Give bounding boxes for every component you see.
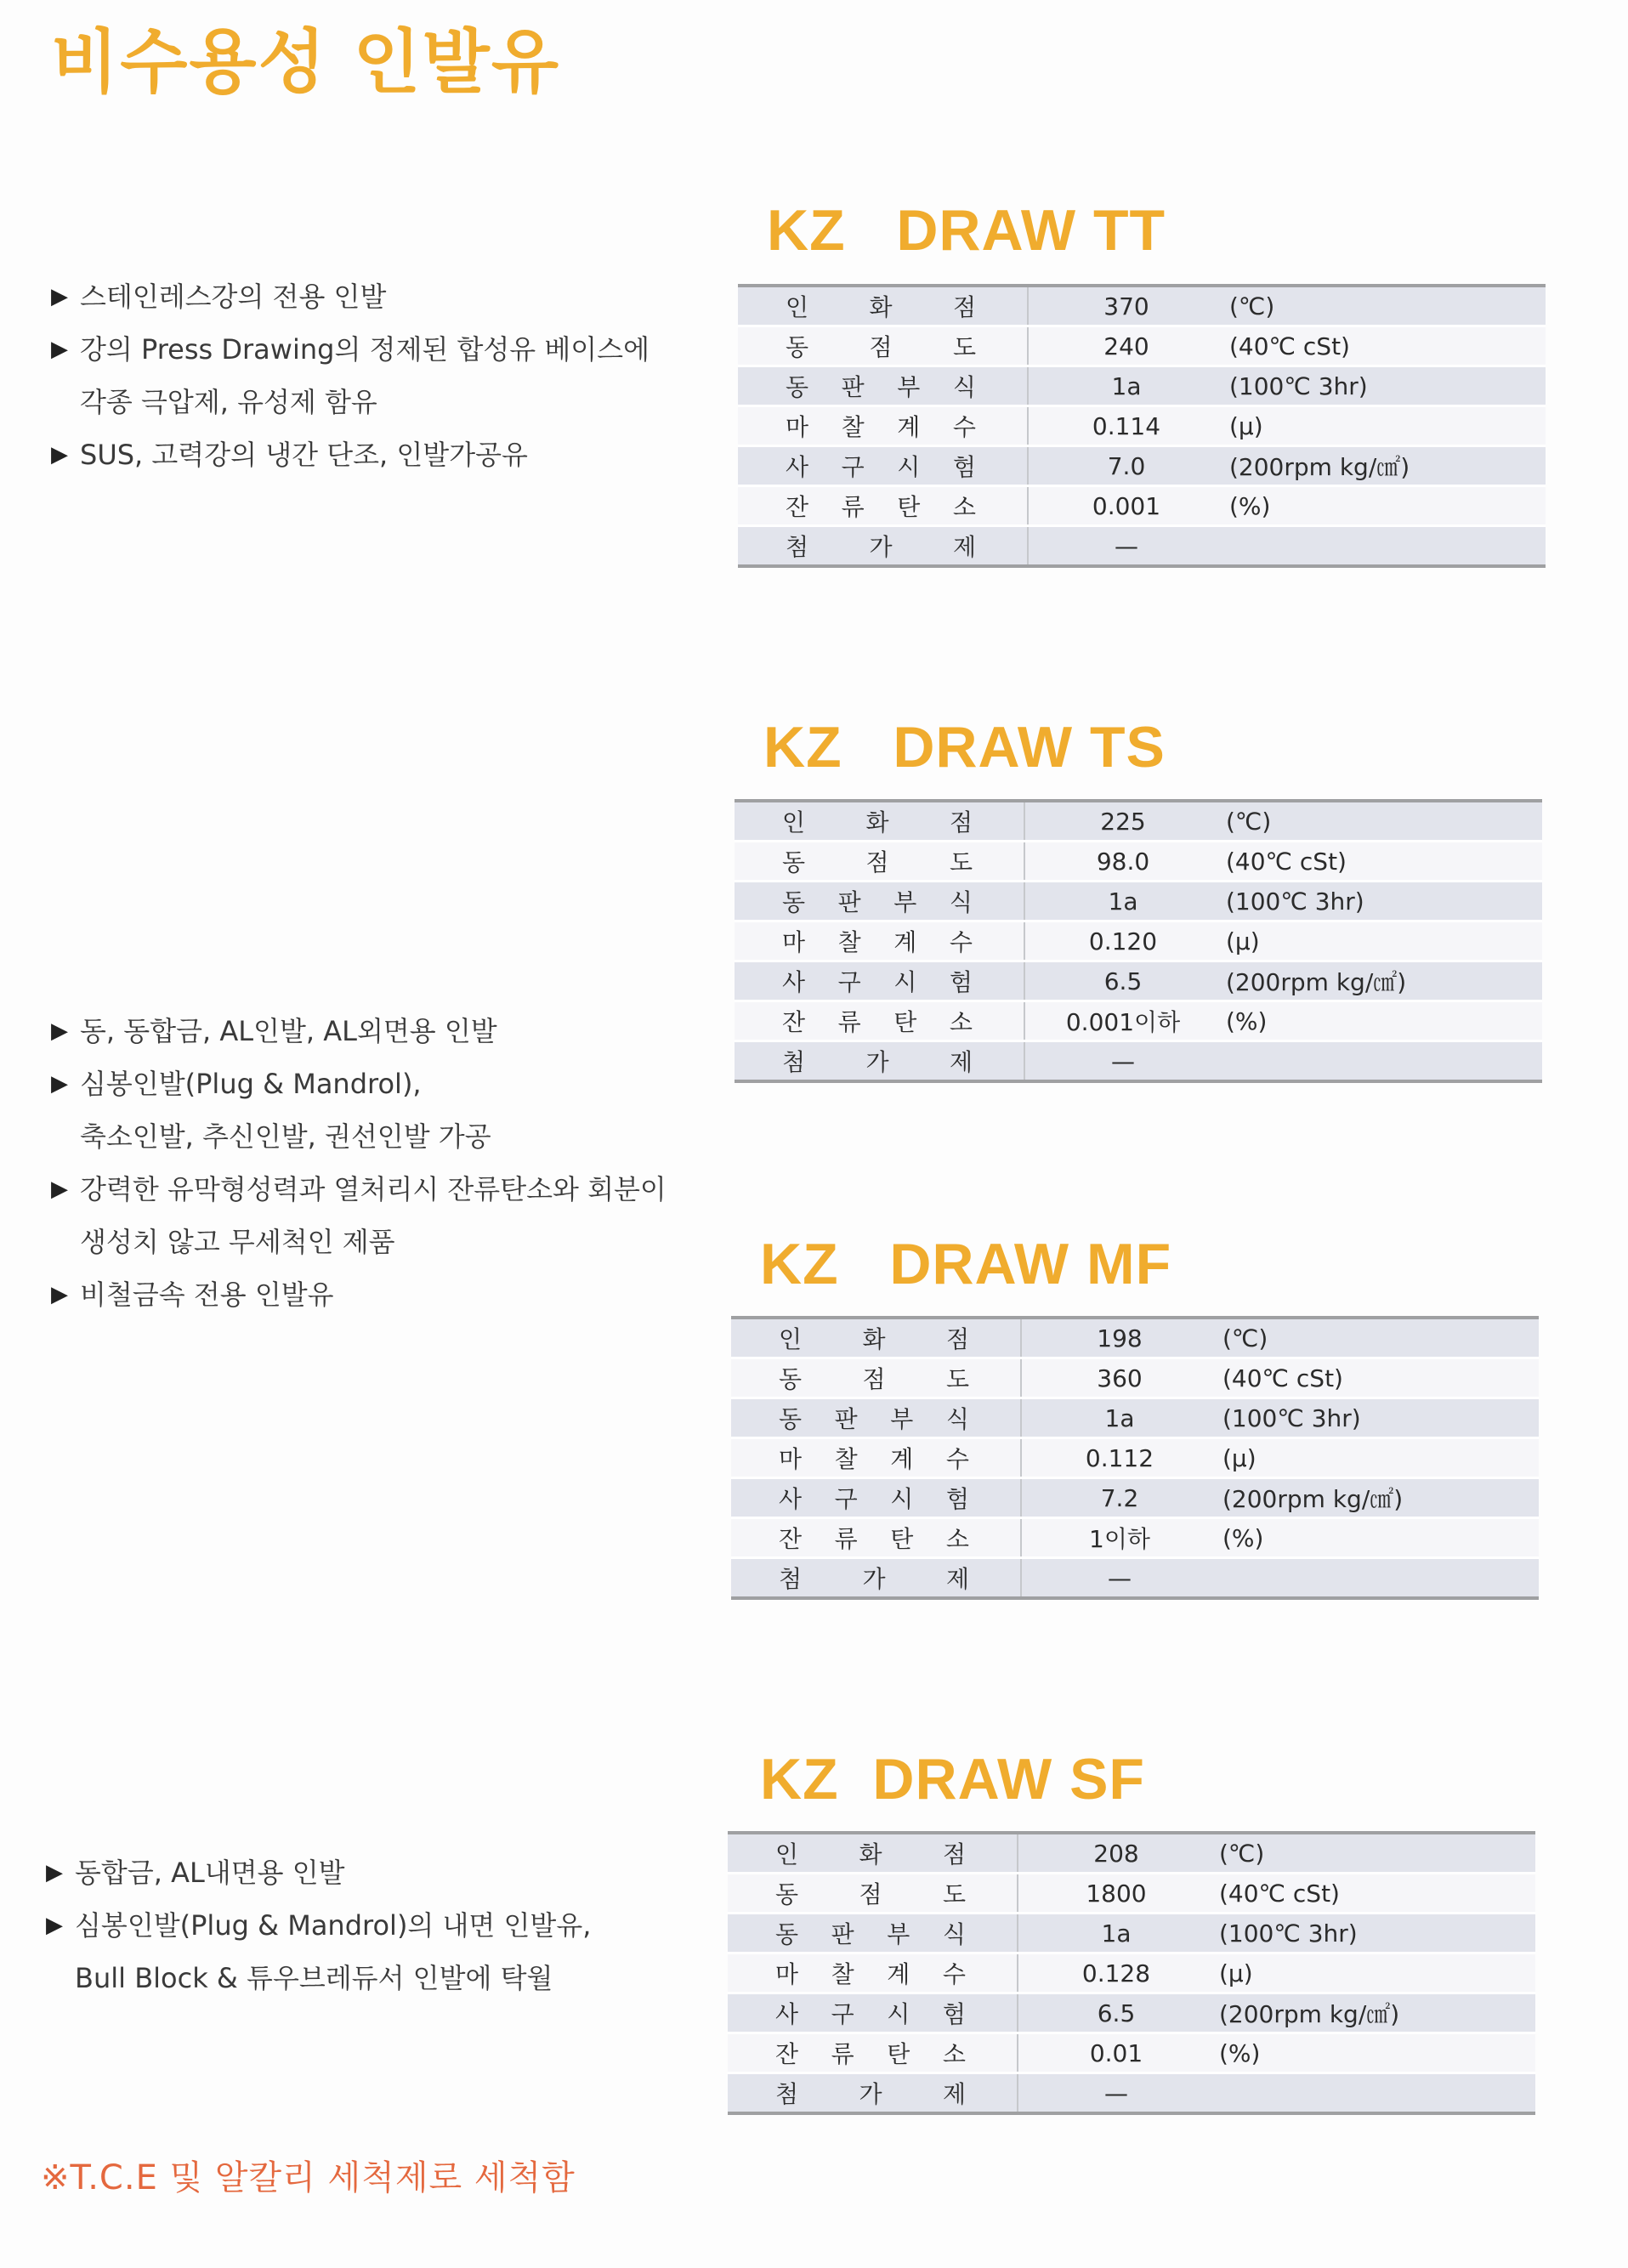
spec-label-char: 인	[786, 293, 809, 321]
spec-label-char: 시	[890, 1485, 914, 1513]
spec-table-draw-mf	[731, 1316, 1539, 1600]
spec-value: 1a	[1018, 1914, 1214, 1953]
page-title: 비수용성 인발유	[51, 22, 561, 103]
spec-label-char: 탄	[890, 1525, 914, 1553]
spec-label	[731, 1478, 1021, 1518]
spec-unit: (%)	[1221, 1001, 1542, 1041]
spec-unit: (100℃ 3hr)	[1224, 366, 1546, 406]
spec-value: 0.01	[1018, 2033, 1214, 2073]
spec-label-char: 험	[949, 968, 973, 996]
spec-label-char: 시	[887, 2000, 910, 2028]
product-title-draw-tt: KZ DRAW TT	[767, 198, 1166, 263]
bullet-item: 각종 극압제, 유성제 함유	[80, 386, 377, 418]
spec-label	[728, 2073, 1018, 2114]
spec-label-char: 마	[775, 1960, 799, 1988]
spec-label-char: 점	[942, 1840, 966, 1868]
spec-value: 208	[1018, 1833, 1214, 1874]
spec-label-char: 동	[779, 1365, 803, 1393]
spec-label	[731, 1358, 1021, 1398]
spec-row	[728, 1914, 1535, 1953]
spec-row	[731, 1358, 1539, 1398]
bullet-item: ▶ SUS, 고력강의 냉간 단조, 인발가공유	[51, 428, 649, 481]
spec-unit: (℃)	[1214, 1833, 1535, 1874]
spec-row	[728, 2073, 1535, 2114]
spec-label-char: 계	[890, 1445, 914, 1473]
spec-label-char: 부	[893, 888, 917, 916]
spec-label-char: 소	[949, 1008, 973, 1036]
spec-label-char: 첨	[786, 533, 809, 561]
spec-label-char: 탄	[887, 2040, 910, 2068]
spec-unit: (100℃ 3hr)	[1214, 1914, 1535, 1953]
spec-unit	[1214, 2073, 1535, 2114]
spec-value: 0.112	[1021, 1438, 1217, 1478]
spec-value: 6.5	[1024, 961, 1221, 1001]
spec-label-char: 사	[775, 2000, 799, 2028]
spec-label	[728, 1993, 1018, 2033]
spec-value: 240	[1028, 326, 1224, 366]
spec-label-char: 판	[837, 888, 861, 916]
spec-value: 98.0	[1024, 842, 1221, 882]
spec-label-char: 부	[897, 373, 921, 401]
spec-label-char: 찰	[837, 928, 861, 956]
spec-label-char: 구	[841, 453, 865, 481]
spec-label-char: 구	[831, 2000, 854, 2028]
spec-label-char: 시	[897, 453, 921, 481]
spec-label-char: 판	[831, 1920, 854, 1948]
spec-label	[735, 801, 1024, 842]
spec-label-char: 사	[782, 968, 806, 996]
spec-unit: (%)	[1224, 486, 1546, 526]
spec-label-char: 도	[952, 333, 976, 361]
spec-label-char: 소	[942, 2040, 966, 2068]
spec-label-char: 구	[834, 1485, 858, 1513]
spec-unit: (μ)	[1217, 1438, 1539, 1478]
spec-label-char: 화	[869, 293, 893, 321]
spec-row	[731, 1478, 1539, 1518]
spec-label-char: 점	[952, 293, 976, 321]
spec-row	[735, 882, 1542, 921]
spec-label-char: 식	[952, 373, 976, 401]
spec-label-char: 잔	[782, 1008, 806, 1036]
spec-label	[731, 1558, 1021, 1599]
spec-table-draw-tt	[738, 284, 1546, 568]
spec-label-char: 마	[779, 1445, 803, 1473]
spec-label-char: 사	[779, 1485, 803, 1513]
spec-label-char: 동	[775, 1920, 799, 1948]
spec-row	[735, 842, 1542, 882]
spec-label-char: 판	[834, 1405, 858, 1433]
spec-label-char: 가	[862, 1565, 886, 1593]
spec-row	[728, 2033, 1535, 2073]
spec-value: —	[1018, 2073, 1214, 2114]
spec-label	[728, 2033, 1018, 2073]
spec-row	[728, 1874, 1535, 1914]
bullet-list-draw-tt	[51, 270, 649, 481]
spec-value: —	[1021, 1558, 1217, 1599]
spec-value: 1a	[1021, 1398, 1217, 1438]
spec-unit: (℃)	[1221, 801, 1542, 842]
spec-unit: (40℃ cSt)	[1217, 1358, 1539, 1398]
spec-value: 6.5	[1018, 1993, 1214, 2033]
spec-label	[738, 326, 1028, 366]
spec-label	[738, 366, 1028, 406]
spec-label-char: 동	[775, 1880, 799, 1908]
spec-row	[738, 486, 1546, 526]
spec-label-char: 잔	[775, 2040, 799, 2068]
spec-unit	[1217, 1558, 1539, 1599]
spec-label-char: 첨	[779, 1565, 803, 1593]
spec-label	[735, 1041, 1024, 1082]
spec-label-char: 동	[779, 1405, 803, 1433]
spec-label-char: 마	[782, 928, 806, 956]
spec-value: 225	[1024, 801, 1221, 842]
spec-label-char: 점	[945, 1325, 969, 1353]
spec-unit: (%)	[1217, 1518, 1539, 1558]
bullet-item: ▶ 강의 Press Drawing의 정제된 합성유 베이스에	[51, 323, 649, 376]
spec-label	[738, 406, 1028, 446]
spec-label-char: 판	[841, 373, 865, 401]
bullet-list-draw-ts	[51, 1005, 667, 1321]
spec-unit: (100℃ 3hr)	[1221, 882, 1542, 921]
spec-row	[731, 1438, 1539, 1478]
spec-label-char: 화	[862, 1325, 886, 1353]
spec-label-char: 류	[837, 1008, 861, 1036]
bullet-item: ▶ 스테인레스강의 전용 인발	[51, 270, 649, 323]
spec-value: 1이하	[1021, 1518, 1217, 1558]
spec-label-char: 시	[893, 968, 917, 996]
spec-label-char: 계	[897, 413, 921, 441]
spec-label	[735, 961, 1024, 1001]
spec-label-char: 도	[942, 1880, 966, 1908]
spec-label-char: 화	[859, 1840, 882, 1868]
spec-unit: (200rpm kg/㎠)	[1214, 1993, 1535, 2033]
spec-label-char: 동	[782, 888, 806, 916]
spec-label-char: 수	[949, 928, 973, 956]
spec-label	[731, 1318, 1021, 1358]
spec-unit: (μ)	[1214, 1953, 1535, 1993]
spec-label	[735, 1001, 1024, 1041]
spec-label-char: 식	[949, 888, 973, 916]
spec-value: 1800	[1018, 1874, 1214, 1914]
spec-row	[735, 961, 1542, 1001]
spec-label-char: 가	[859, 2080, 882, 2108]
spec-unit: (40℃ cSt)	[1224, 326, 1546, 366]
spec-unit: (40℃ cSt)	[1214, 1874, 1535, 1914]
spec-value: 7.0	[1028, 446, 1224, 486]
spec-value: 198	[1021, 1318, 1217, 1358]
spec-row	[731, 1398, 1539, 1438]
spec-value: 0.120	[1024, 921, 1221, 961]
spec-unit	[1224, 526, 1546, 567]
spec-value: 0.001	[1028, 486, 1224, 526]
spec-row	[728, 1953, 1535, 1993]
spec-label-char: 소	[945, 1525, 969, 1553]
spec-row	[738, 366, 1546, 406]
spec-label-char: 동	[786, 373, 809, 401]
spec-label-char: 수	[945, 1445, 969, 1473]
spec-table-draw-sf	[728, 1831, 1535, 2115]
spec-label-char: 수	[942, 1960, 966, 1988]
spec-row	[738, 526, 1546, 567]
spec-unit: (200rpm kg/㎠)	[1224, 446, 1546, 486]
spec-label	[728, 1833, 1018, 1874]
spec-row	[738, 406, 1546, 446]
bullet-item: ▶ 동합금, AL내면용 인발	[46, 1846, 591, 1899]
spec-unit: (200rpm kg/㎠)	[1217, 1478, 1539, 1518]
spec-value: —	[1028, 526, 1224, 567]
spec-row	[738, 446, 1546, 486]
spec-unit: (℃)	[1217, 1318, 1539, 1358]
spec-unit	[1221, 1041, 1542, 1082]
bullet-item: ▶ 강력한 유막형성력과 열처리시 잔류탄소와 회분이	[51, 1163, 667, 1216]
spec-label-char: 소	[952, 493, 976, 521]
bullet-item: ▶ 심봉인발(Plug & Mandrol),	[51, 1057, 667, 1110]
spec-label-char: 류	[841, 493, 865, 521]
spec-label	[738, 526, 1028, 567]
spec-label-char: 탄	[893, 1008, 917, 1036]
product-title-draw-sf: KZ DRAW SF	[760, 1747, 1145, 1812]
spec-label	[728, 1874, 1018, 1914]
spec-unit: (40℃ cSt)	[1221, 842, 1542, 882]
spec-label-char: 가	[869, 533, 893, 561]
spec-label-char: 구	[837, 968, 861, 996]
footnote: ※T.C.E 및 알칼리 세척제로 세척함	[41, 2158, 576, 2197]
spec-value: 0.114	[1028, 406, 1224, 446]
spec-unit: (μ)	[1224, 406, 1546, 446]
spec-label-char: 점	[949, 808, 973, 836]
spec-label-char: 도	[949, 848, 973, 876]
spec-label-char: 사	[786, 453, 809, 481]
spec-value: —	[1024, 1041, 1221, 1082]
spec-unit: (200rpm kg/㎠)	[1221, 961, 1542, 1001]
spec-label-char: 류	[834, 1525, 858, 1553]
spec-label	[731, 1438, 1021, 1478]
spec-label	[728, 1914, 1018, 1953]
spec-row	[738, 286, 1546, 326]
bullet-item: 생성치 않고 무세척인 제품	[80, 1226, 395, 1258]
spec-value: 0.001이하	[1024, 1001, 1221, 1041]
bullet-list-draw-sf	[46, 1846, 591, 2004]
spec-label-char: 제	[945, 1565, 969, 1593]
spec-label-char: 수	[952, 413, 976, 441]
spec-value: 0.128	[1018, 1953, 1214, 1993]
spec-label-char: 류	[831, 2040, 854, 2068]
spec-label-char: 제	[952, 533, 976, 561]
spec-label-char: 잔	[779, 1525, 803, 1553]
spec-label	[738, 446, 1028, 486]
spec-value: 1a	[1024, 882, 1221, 921]
spec-label-char: 식	[945, 1405, 969, 1433]
spec-row	[731, 1318, 1539, 1358]
spec-label-char: 계	[887, 1960, 910, 1988]
bullet-item: Bull Block & 튜우브레듀서 인발에 탁월	[75, 1962, 553, 1994]
spec-label-char: 동	[786, 333, 809, 361]
spec-label-char: 인	[782, 808, 806, 836]
spec-label-char: 찰	[831, 1960, 854, 1988]
product-title-draw-ts: KZ DRAW TS	[763, 715, 1166, 780]
spec-value: 7.2	[1021, 1478, 1217, 1518]
spec-table-draw-ts	[735, 799, 1542, 1083]
spec-row	[735, 1041, 1542, 1082]
spec-value: 360	[1021, 1358, 1217, 1398]
spec-label-char: 화	[865, 808, 889, 836]
spec-label-char: 제	[942, 2080, 966, 2108]
spec-label-char: 가	[865, 1048, 889, 1076]
bullet-item: ▶ 심봉인발(Plug & Mandrol)의 내면 인발유,	[46, 1899, 591, 1952]
spec-label-char: 식	[942, 1920, 966, 1948]
spec-unit: (μ)	[1221, 921, 1542, 961]
spec-unit: (%)	[1214, 2033, 1535, 2073]
spec-unit: (100℃ 3hr)	[1217, 1398, 1539, 1438]
spec-label-char: 인	[775, 1840, 799, 1868]
spec-label-char: 계	[893, 928, 917, 956]
spec-label	[728, 1953, 1018, 1993]
spec-unit: (℃)	[1224, 286, 1546, 326]
spec-label-char: 탄	[897, 493, 921, 521]
spec-label	[738, 286, 1028, 326]
bullet-item: ▶ 동, 동합금, AL인발, AL외면용 인발	[51, 1005, 667, 1057]
spec-row	[738, 326, 1546, 366]
spec-label-char: 인	[779, 1325, 803, 1353]
spec-row	[735, 801, 1542, 842]
spec-label-char: 험	[945, 1485, 969, 1513]
spec-label-char: 첨	[782, 1048, 806, 1076]
spec-label-char: 잔	[786, 493, 809, 521]
spec-label-char: 부	[890, 1405, 914, 1433]
spec-label	[738, 486, 1028, 526]
spec-label-char: 부	[887, 1920, 910, 1948]
spec-value: 370	[1028, 286, 1224, 326]
spec-row	[728, 1833, 1535, 1874]
spec-row	[731, 1518, 1539, 1558]
spec-label-char: 점	[865, 848, 889, 876]
spec-label	[731, 1398, 1021, 1438]
spec-label-char: 동	[782, 848, 806, 876]
spec-label	[731, 1518, 1021, 1558]
spec-label-char: 점	[869, 333, 893, 361]
spec-label	[735, 882, 1024, 921]
spec-label-char: 찰	[834, 1445, 858, 1473]
spec-row	[735, 1001, 1542, 1041]
spec-label-char: 첨	[775, 2080, 799, 2108]
spec-label-char: 마	[786, 413, 809, 441]
spec-label-char: 험	[952, 453, 976, 481]
spec-row	[731, 1558, 1539, 1599]
spec-label-char: 제	[949, 1048, 973, 1076]
spec-label-char: 점	[859, 1880, 882, 1908]
spec-label-char: 험	[942, 2000, 966, 2028]
spec-row	[735, 921, 1542, 961]
product-title-draw-mf: KZ DRAW MF	[760, 1232, 1172, 1296]
spec-row	[728, 1993, 1535, 2033]
spec-label-char: 찰	[841, 413, 865, 441]
bullet-item: ▶ 비철금속 전용 인발유	[51, 1268, 667, 1321]
spec-label-char: 도	[945, 1365, 969, 1393]
spec-label	[735, 842, 1024, 882]
spec-value: 1a	[1028, 366, 1224, 406]
spec-label-char: 점	[862, 1365, 886, 1393]
spec-label	[735, 921, 1024, 961]
bullet-item: 축소인발, 추신인발, 권선인발 가공	[80, 1120, 491, 1153]
